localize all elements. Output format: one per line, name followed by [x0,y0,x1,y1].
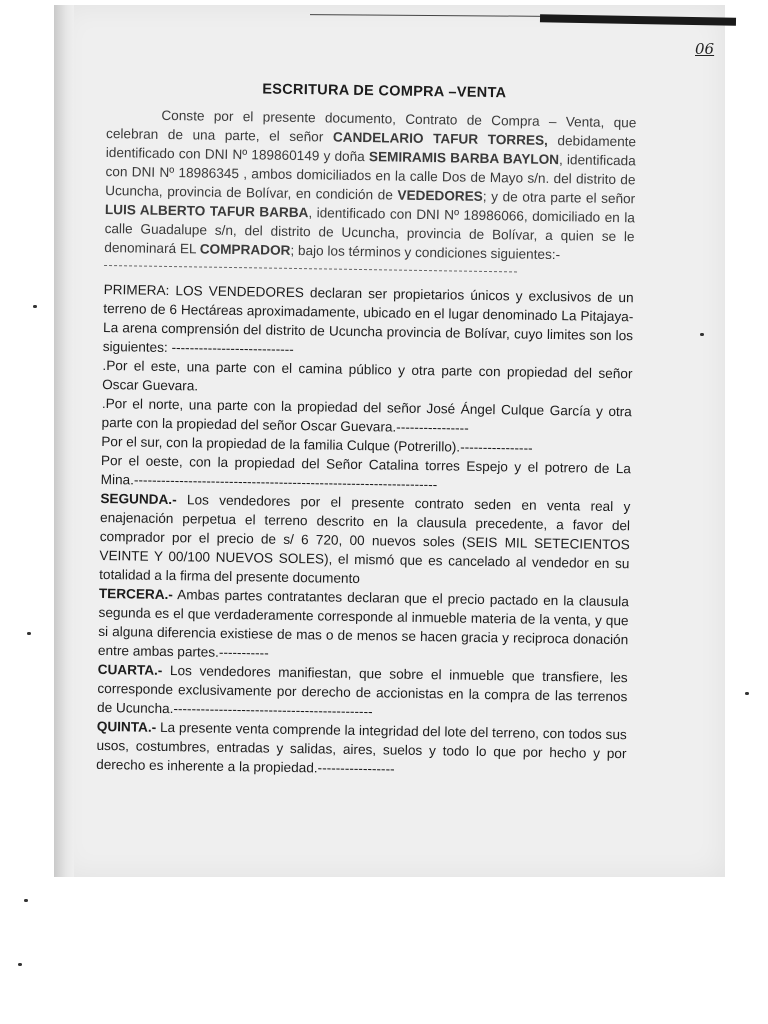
page-number: 06 [695,40,715,58]
intro-text-6: ; bajo los términos y condiciones siguientes:- [290,242,561,263]
intro-text-1: Conste por el presente documento, Contrato de Compra – Venta, que celebran de una parte, el señor [106,107,637,145]
clause-primera [103,280,634,364]
boundary-south: Por el sur, con la propiedad de la familia Culque (Potrerillo).---------------- [101,433,533,456]
clause-segunda-label: SEGUNDA.- [100,490,177,508]
sellers-label: VEDEDORES [397,187,483,204]
document-body [96,78,637,782]
boundary-west: Por el oeste, con la propiedad del Señor Catalina torres Espejo y el potrero de La Mina.------------------------------------------------------------------- [100,452,632,493]
clause-segunda [99,489,630,592]
clause-cuarta [97,660,628,725]
intro-text-3: , identificada con DNI Nº 18986345 , ambos domiciliados en la calle Dos de Mayo s/n. del distrito de Ucuncha, provincia de Bolívar, en condición de [105,152,636,203]
clause-quinta-label: QUINTA.- [96,718,157,735]
boundary-north: .Por el norte, una parte con la propiedad del señor José Ángel Culque García y otra parte con la propiedad del señor Oscar Guevara.---------------- [101,395,632,436]
clause-primera-label: PRIMERA: [103,281,170,299]
scan-speck [700,333,704,336]
scan-speck [33,305,37,308]
clause-segunda-text: Los vendedores por el presente contrato seden en venta real y enajenación perpetua el terreno descrito en la clausula precedente, a favor del comprador por el precio de s/ 6 720, 00 nuevos soles (SEIS MIL SETECIENTOS VEINTE Y 00/100 NUEVOS SOLES), el mismó que es cancelado al vendedor en su totalidad a la firma del presente documento [99,492,631,587]
buyer-label: COMPRADOR [199,241,291,258]
clause-cuarta-label: CUARTA.- [97,661,163,678]
document-title: ESCRITURA DE COMPRA –VENTA [262,81,507,102]
clause-tercera-text: Ambas partes contratantes declaran que el precio pactado en la clausula segunda es el que verdaderamente corresponde al inmueble materia de la venta, y que si alguna diferencia existiese de mas o de menos se hacen gracia y reciproca donación entre ambas partes.----------- [97,587,629,661]
scan-speck [27,632,31,635]
scan-speck [18,963,22,966]
scan-speck [24,899,28,902]
clause-primera-text: LOS VENDEDORES declaran ser propietarios únicos y exclusivos de un terreno de 6 Hectáreas aproximadamente, ubicado en el lugar denominado La Pitajaya- La arena comprensión del distrito de Ucuncha provincia de Bolívar, cuyo limites son los siguientes: --------------------------- [102,283,634,357]
clause-quinta-text: La presente venta comprende la integridad del lote del terreno, con todos sus usos, costumbres, entradas y salidas, aires, suelos y todo lo que por hecho y por derecho es inherente a la propiedad.----------------- [96,719,627,777]
buyer-name: LUIS ALBERTO TAFUR BARBA [104,201,309,221]
seller-2-name: SEMIRAMIS BARBA BAYLON [368,149,560,168]
clause-cuarta-text: Los vendedores manifiestan, que sobre el inmueble que transfiere, les corresponde exclusivamente por derecho de accionistas en la compra de las terrenos de Ucuncha.-------------------------------------------- [96,662,628,720]
clause-quinta [96,717,627,782]
section-divider [104,265,634,274]
clause-tercera [98,584,629,668]
intro-text-2: debidamente identificado con DNI Nº 189860149 y doña [105,132,637,165]
intro-paragraph [104,105,636,265]
intro-text-5: , identificado con DNI Nº 18986066, domiciliado en la calle Guadalupe s/n, del distrito de Ucuncha, provincia de Bolívar, a quien se le denominará EL [104,205,635,257]
boundary-east: .Por el este, una parte con el camina público y otra parte con propiedad del señor Oscar Guevara. [102,357,633,394]
seller-1-name: CANDELARIO TAFUR TORRES, [332,129,549,148]
intro-text-4: ; y de otra parte el señor [482,188,636,207]
clause-tercera-label: TERCERA.- [98,585,174,603]
page-fold-shadow [54,5,74,877]
scan-speck [745,692,749,695]
